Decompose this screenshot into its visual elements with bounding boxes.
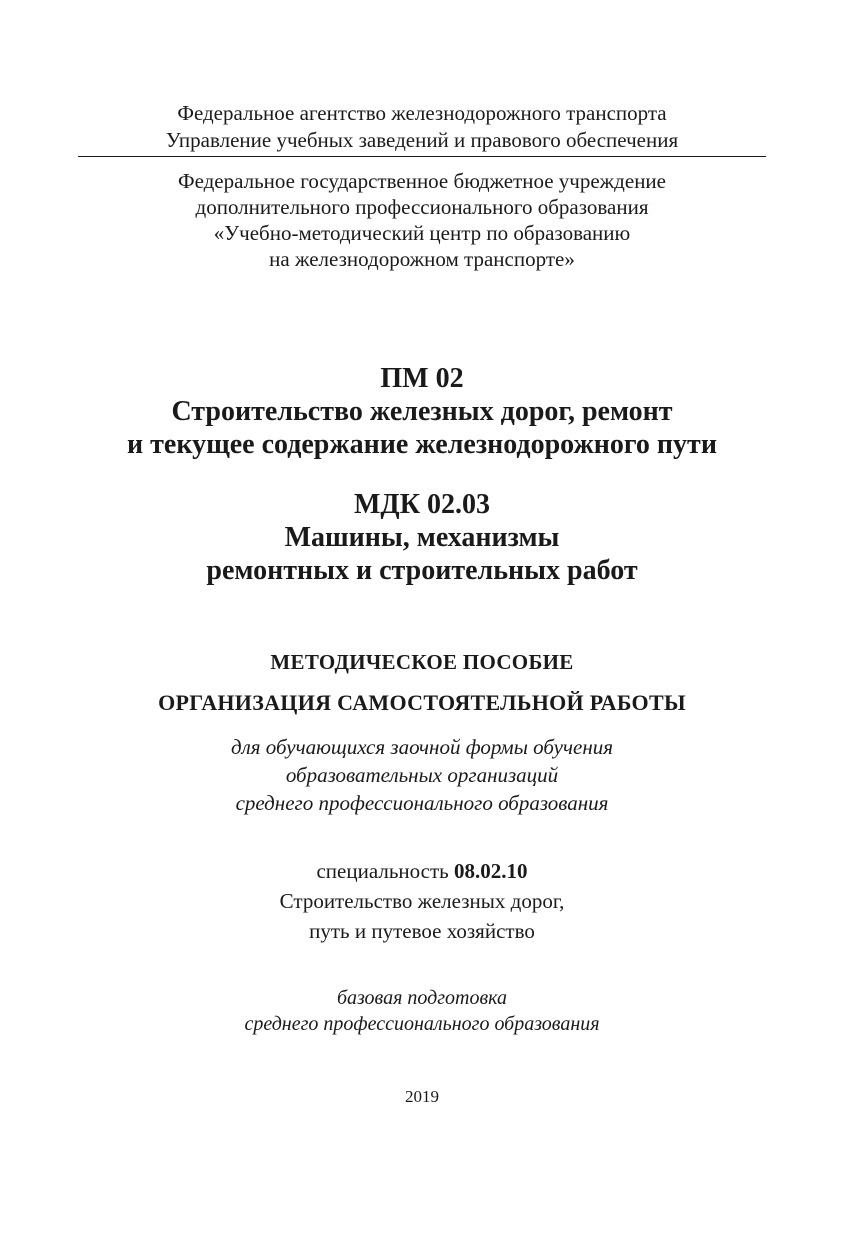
specialty-name-line-2: путь и путевое хозяйство [309,919,535,943]
work-title-heading: ОРГАНИЗАЦИЯ САМОСТОЯТЕЛЬНОЙ РАБОТЫ [158,690,686,715]
module-title-line-1: Строительство железных дорог, ремонт [171,396,673,427]
agency-header [78,100,766,154]
course-title [78,488,766,587]
specialty-label: специальность [316,859,454,883]
audience-line-1: для обучающихся заочной формы обучения [230,735,614,759]
training-line-1: базовая подготовка [336,987,508,1009]
institution-line-4: на железнодорожном транспорте» [269,247,575,271]
horizontal-divider [78,156,766,157]
module-code: ПМ 02 [380,363,464,394]
agency-line-1: Федеральное агентство железнодорожного транспорта [177,101,667,125]
specialty-block [78,856,766,946]
publication-year: 2019 [405,1087,439,1106]
institution-header [78,168,766,272]
module-title [78,362,766,461]
audience-description [78,733,766,817]
training-line-2: среднего профессионального образования [244,1013,600,1035]
specialty-code-line [78,856,766,886]
agency-line-2: Управление учебных заведений и правового обеспечения [165,128,679,152]
institution-line-2: дополнительного профессионального образования [195,195,649,219]
course-title-line-1: Машины, механизмы [284,522,560,553]
audience-line-3: среднего профессионального образования [235,791,609,815]
course-title-line-2: ремонтных и строительных работ [206,555,638,586]
institution-line-3: «Учебно-методический центр по образованию [213,221,631,245]
training-level [78,985,766,1037]
specialty-name-line-1: Строительство железных дорог, [279,889,565,913]
course-code: МДК 02.03 [354,489,490,520]
audience-line-2: образовательных организаций [285,763,559,787]
module-title-line-2: и текущее содержание железнодорожного пути [127,429,717,460]
institution-line-1: Федеральное государственное бюджетное учреждение [177,169,666,193]
specialty-code: 08.02.10 [454,859,528,883]
document-type-heading: МЕТОДИЧЕСКОЕ ПОСОБИЕ [270,650,574,674]
